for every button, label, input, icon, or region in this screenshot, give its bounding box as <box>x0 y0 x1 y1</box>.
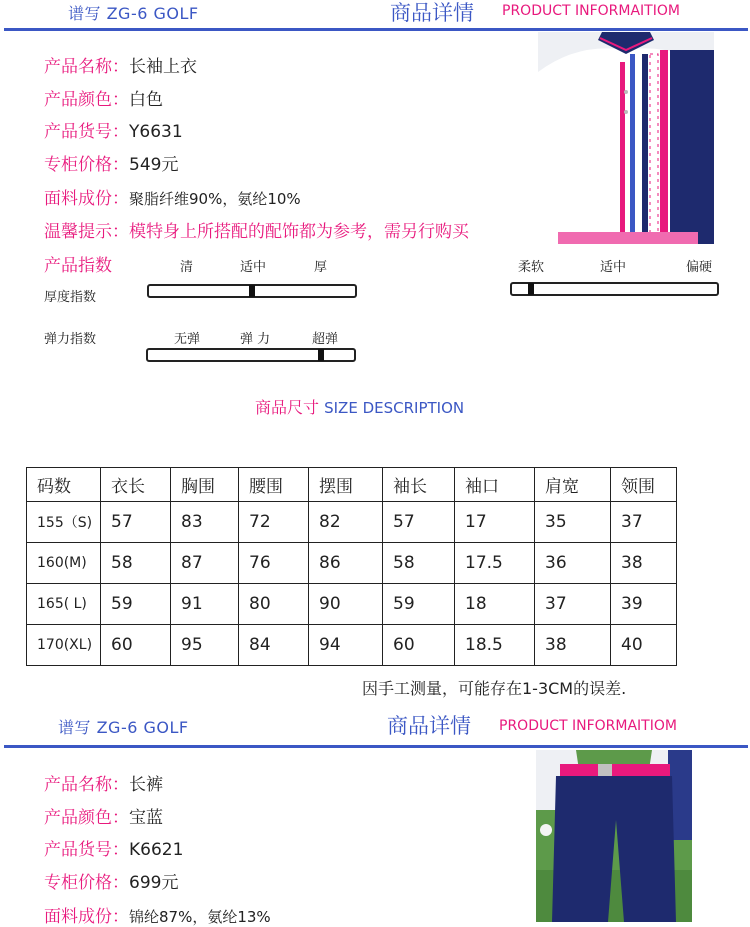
softness-tick-soft: 柔软 <box>518 260 545 275</box>
table-row <box>27 543 677 584</box>
table-cell: 37 <box>611 502 677 543</box>
table-cell: 17 <box>455 502 535 543</box>
info-color <box>44 85 163 110</box>
info-value: 699元 <box>129 873 179 893</box>
table-cell: 38 <box>611 543 677 584</box>
info-label: 产品货号： <box>44 122 129 142</box>
table-cell: 160(M) <box>27 543 101 584</box>
softness-marker <box>528 283 534 295</box>
softness-tick-mid: 适中 <box>600 260 627 275</box>
elasticity-tick-super: 超弹 <box>312 332 339 347</box>
table-header: 码数 <box>27 468 101 502</box>
info-sku <box>44 835 183 860</box>
table-row <box>27 584 677 625</box>
table-header: 衣长 <box>101 468 171 502</box>
table-cell: 83 <box>171 502 239 543</box>
info-label: 专柜价格： <box>44 155 129 175</box>
size-title-cn: 商品尺寸 <box>255 398 320 417</box>
table-cell: 39 <box>611 584 677 625</box>
table-cell: 36 <box>535 543 611 584</box>
info-label: 产品货号： <box>44 840 129 860</box>
table-cell: 59 <box>101 584 171 625</box>
table-cell: 40 <box>611 625 677 666</box>
table-header: 袖口 <box>455 468 535 502</box>
thickness-scale <box>147 284 357 298</box>
info-value: K6621 <box>129 840 184 860</box>
elasticity-tick-mid: 弹 力 <box>240 332 271 347</box>
measurement-note: 因手工测量，可能存在1-3CM的误差. <box>362 679 627 698</box>
brand-label: 谱写 ZG-6 GOLF <box>68 4 199 23</box>
header-rule <box>4 745 748 748</box>
table-cell: 84 <box>239 625 309 666</box>
table-header: 胸围 <box>171 468 239 502</box>
table-cell: 80 <box>239 584 309 625</box>
table-header: 肩宽 <box>535 468 611 502</box>
info-fabric <box>44 184 301 209</box>
table-cell: 58 <box>101 543 171 584</box>
info-sku <box>44 117 183 142</box>
table-header: 腰围 <box>239 468 309 502</box>
size-title <box>255 395 464 418</box>
thickness-label: 厚度指数 <box>44 290 97 305</box>
info-value: 锦纶87%，氨纶13% <box>129 908 271 926</box>
info-label: 产品名称： <box>44 57 129 77</box>
info-price <box>44 868 178 893</box>
softness-tick-hard: 偏硬 <box>686 260 713 275</box>
table-header: 袖长 <box>383 468 455 502</box>
table-header-row <box>27 468 677 502</box>
table-cell: 165( L) <box>27 584 101 625</box>
table-cell: 37 <box>535 584 611 625</box>
table-header: 摆围 <box>309 468 383 502</box>
table-row <box>27 625 677 666</box>
table-cell: 86 <box>309 543 383 584</box>
table-cell: 60 <box>383 625 455 666</box>
info-label: 产品颜色： <box>44 808 129 828</box>
table-row <box>27 502 677 543</box>
info-label: 面料成份： <box>44 189 129 209</box>
elasticity-label: 弹力指数 <box>44 332 97 347</box>
table-cell: 82 <box>309 502 383 543</box>
table-cell: 94 <box>309 625 383 666</box>
info-value: 549元 <box>129 155 179 175</box>
info-price <box>44 150 178 175</box>
table-header: 领围 <box>611 468 677 502</box>
softness-scale <box>510 282 719 296</box>
elasticity-scale <box>146 348 356 362</box>
info-label: 产品名称： <box>44 775 129 795</box>
section-title: 商品详情 <box>390 1 474 25</box>
header-rule <box>4 28 748 31</box>
info-label: 产品颜色： <box>44 90 129 110</box>
table-cell: 155（S) <box>27 502 101 543</box>
info-color <box>44 803 163 828</box>
info-fabric <box>44 902 271 927</box>
thickness-tick-thin: 清 <box>180 260 194 275</box>
table-cell: 17.5 <box>455 543 535 584</box>
table-cell: 57 <box>101 502 171 543</box>
table-cell: 60 <box>101 625 171 666</box>
table-cell: 91 <box>171 584 239 625</box>
table-cell: 58 <box>383 543 455 584</box>
info-value: 聚脂纤维90%，氨纶10% <box>129 190 301 208</box>
info-value: 长袖上衣 <box>129 57 197 77</box>
index-heading: 产品指数 <box>44 256 112 276</box>
table-cell: 76 <box>239 543 309 584</box>
table-cell: 35 <box>535 502 611 543</box>
thickness-marker <box>249 285 255 297</box>
table-cell: 72 <box>239 502 309 543</box>
table-cell: 87 <box>171 543 239 584</box>
size-table <box>26 467 677 666</box>
info-value: 长裤 <box>129 775 163 795</box>
info-value: 模特身上所搭配的配饰都为参考，需另行购买 <box>129 222 469 242</box>
table-cell: 57 <box>383 502 455 543</box>
table-cell: 170(XL) <box>27 625 101 666</box>
product-photo-top <box>538 32 714 244</box>
table-cell: 18.5 <box>455 625 535 666</box>
table-cell: 18 <box>455 584 535 625</box>
info-name <box>44 52 197 77</box>
table-cell: 38 <box>535 625 611 666</box>
table-cell: 90 <box>309 584 383 625</box>
elasticity-tick-none: 无弹 <box>174 332 201 347</box>
info-name <box>44 770 163 795</box>
table-cell: 95 <box>171 625 239 666</box>
section-title: 商品详情 <box>387 714 471 738</box>
elasticity-marker <box>318 349 324 361</box>
info-tip <box>44 217 469 242</box>
section-title-en: PRODUCT INFORMAITIOM <box>499 718 677 734</box>
size-title-en: SIZE DESCRIPTION <box>324 399 465 417</box>
info-label: 专柜价格： <box>44 873 129 893</box>
info-value: Y6631 <box>129 122 183 142</box>
brand-label: 谱写 ZG-6 GOLF <box>58 718 189 737</box>
info-label: 温馨提示： <box>44 222 129 242</box>
info-label: 面料成份： <box>44 907 129 927</box>
info-value: 宝蓝 <box>129 808 163 828</box>
section-title-en: PRODUCT INFORMAITIOM <box>502 3 680 19</box>
info-value: 白色 <box>129 90 163 110</box>
table-cell: 59 <box>383 584 455 625</box>
thickness-tick-thick: 厚 <box>314 260 328 275</box>
product-photo-pants <box>536 750 692 922</box>
thickness-tick-mid: 适中 <box>240 260 267 275</box>
